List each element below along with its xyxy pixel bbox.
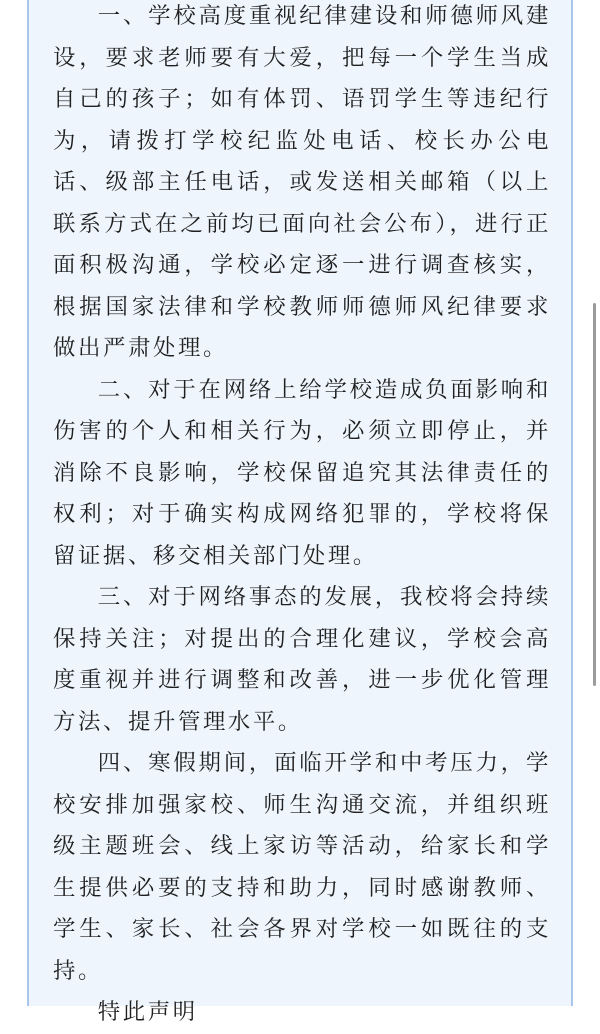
paragraph-1: 一、学校高度重视纪律建设和师德师风建设，要求老师要有大爱，把每一个学生当成自己的孩子；如有体罚、语罚学生等违纪行为，请拨打学校纪监处电话、校长办公电话、级部主任电话，或发送相关邮箱（以上联系方式在之前均已面向社会公布），进行正面积极沟通，学校必定逐一进行调查核实，根据国家法律和学校教师师德师风纪律要求做出严肃处理。 bbox=[53, 3, 551, 361]
closing-statement: 特此声明 bbox=[97, 999, 198, 1025]
paragraph-3: 三、对于网络事态的发展，我校将会持续保持关注；对提出的合理化建议，学校会高度重视并进行调整和改善，进一步优化管理方法、提升管理水平。 bbox=[53, 584, 551, 735]
paragraph-4: 四、寒假期间，面临开学和中考压力，学校安排加强家校、师生沟通交流，并组织班级主题班会、线上家访等活动，给家长和学生提供必要的支持和助力，同时感谢教师、学生、家长、社会各界对学校一如既往的支持。 bbox=[53, 750, 551, 984]
paragraph-2: 二、对于在网络上给学校造成负面影响和伤害的个人和相关行为，必须立即停止，并消除不良影响，学校保留追究其法律责任的权利；对于确实构成网络犯罪的，学校将保留证据、移交相关部门处理。 bbox=[53, 376, 551, 569]
scrollbar[interactable] bbox=[593, 303, 596, 686]
notice-text bbox=[53, 0, 551, 1034]
notice-box bbox=[27, 0, 573, 1025]
